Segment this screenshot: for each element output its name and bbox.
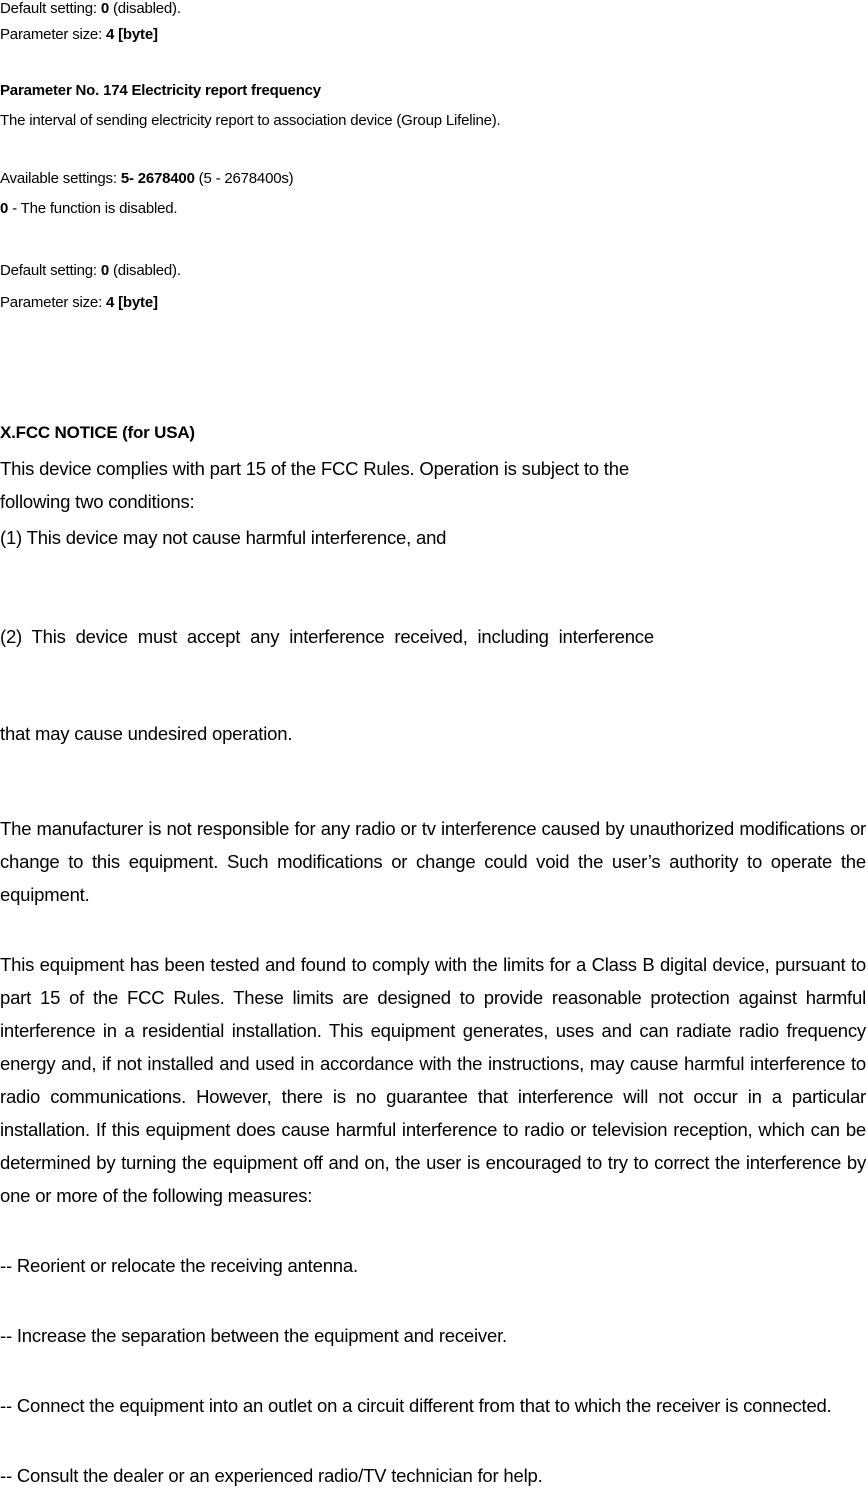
available-settings-label: Available settings: — [0, 170, 121, 187]
parameter-size-line — [0, 22, 866, 48]
parameter-size-label: Parameter size: — [0, 294, 107, 311]
disabled-option-line — [0, 196, 866, 222]
fcc-measure-2: -- Increase the separation between the equipment and receiver. — [0, 1325, 507, 1346]
disabled-option-value: 0 — [0, 200, 9, 217]
fcc-intro — [0, 452, 866, 518]
fcc-condition-2 — [0, 554, 866, 816]
fcc-intro-line-1: This device complies with part 15 of the FCC Rules. Operation is subject to the — [0, 458, 629, 479]
available-settings-value: 5- 2678400 — [120, 170, 195, 187]
parameter-size-line — [0, 290, 866, 316]
param-174-description: The interval of sending electricity report to association device (Group Lifeline). — [0, 112, 501, 129]
default-setting-value: 0 — [100, 0, 109, 17]
fcc-condition-1: (1) This device may not cause harmful interference, and — [0, 527, 447, 548]
parameter-size-value: 4 [byte] — [106, 26, 158, 43]
default-setting-suffix: (disabled). — [108, 0, 181, 17]
fcc-measure-3: -- Connect the equipment into an outlet on a circuit different from that to which the receiver is connected. — [0, 1395, 832, 1416]
param-174-heading: Parameter No. 174 Electricity report frequency — [0, 82, 321, 99]
available-settings-line — [0, 166, 866, 192]
default-setting-suffix: (disabled). — [108, 262, 181, 279]
fcc-measure-4: -- Consult the dealer or an experienced radio/TV technician for help. — [0, 1465, 543, 1486]
fcc-responsibility-paragraph: The manufacturer is not responsible for any radio or tv interference caused by unauthorized modifications or change to this equipment. Such modifications or change could void the user’s authority to operate the equipment. — [0, 818, 866, 905]
fcc-notice-section — [0, 418, 866, 1492]
fcc-measure-1: -- Reorient or relocate the receiving antenna. — [0, 1255, 358, 1276]
parameter-size-label: Parameter size: — [0, 26, 107, 43]
parameter-size-value: 4 [byte] — [106, 294, 158, 311]
available-settings-suffix: (5 - 2678400s) — [194, 170, 294, 187]
default-setting-line — [0, 0, 866, 22]
fcc-intro-line-2: following two conditions: — [0, 491, 195, 512]
fcc-heading: X.FCC NOTICE (for USA) — [0, 423, 195, 442]
fcc-condition-2-line-2: that may cause undesired operation. — [0, 723, 293, 744]
default-setting-line — [0, 258, 866, 284]
disabled-option-text: - The function is disabled. — [8, 200, 178, 217]
param-174-section — [0, 78, 866, 316]
default-setting-label: Default setting: — [0, 0, 101, 17]
default-setting-label: Default setting: — [0, 262, 101, 279]
fcc-class-b-paragraph: This equipment has been tested and found to comply with the limits for a Class B digital device, pursuant to part 15 of the FCC Rules. These limits are designed to provide reasonable protection against harmful interference in a residential installation. This equipment generates, uses and can radiate radio frequency energy and, if not installed and used in accordance with the instructions, may cause harmful interference to radio communications. However, there is no guarantee that interference will not occur in a particular installation. If this equipment does cause harmful interference to radio or television reception, which can be determined by turning the equipment off and on, the user is encouraged to try to correct the interference by one or more of the following measures: — [0, 954, 866, 1206]
default-setting-value: 0 — [100, 262, 109, 279]
fcc-condition-2-line-1: (2) This device must accept any interference received, including interference — [0, 626, 654, 647]
param-173-tail — [0, 0, 866, 48]
